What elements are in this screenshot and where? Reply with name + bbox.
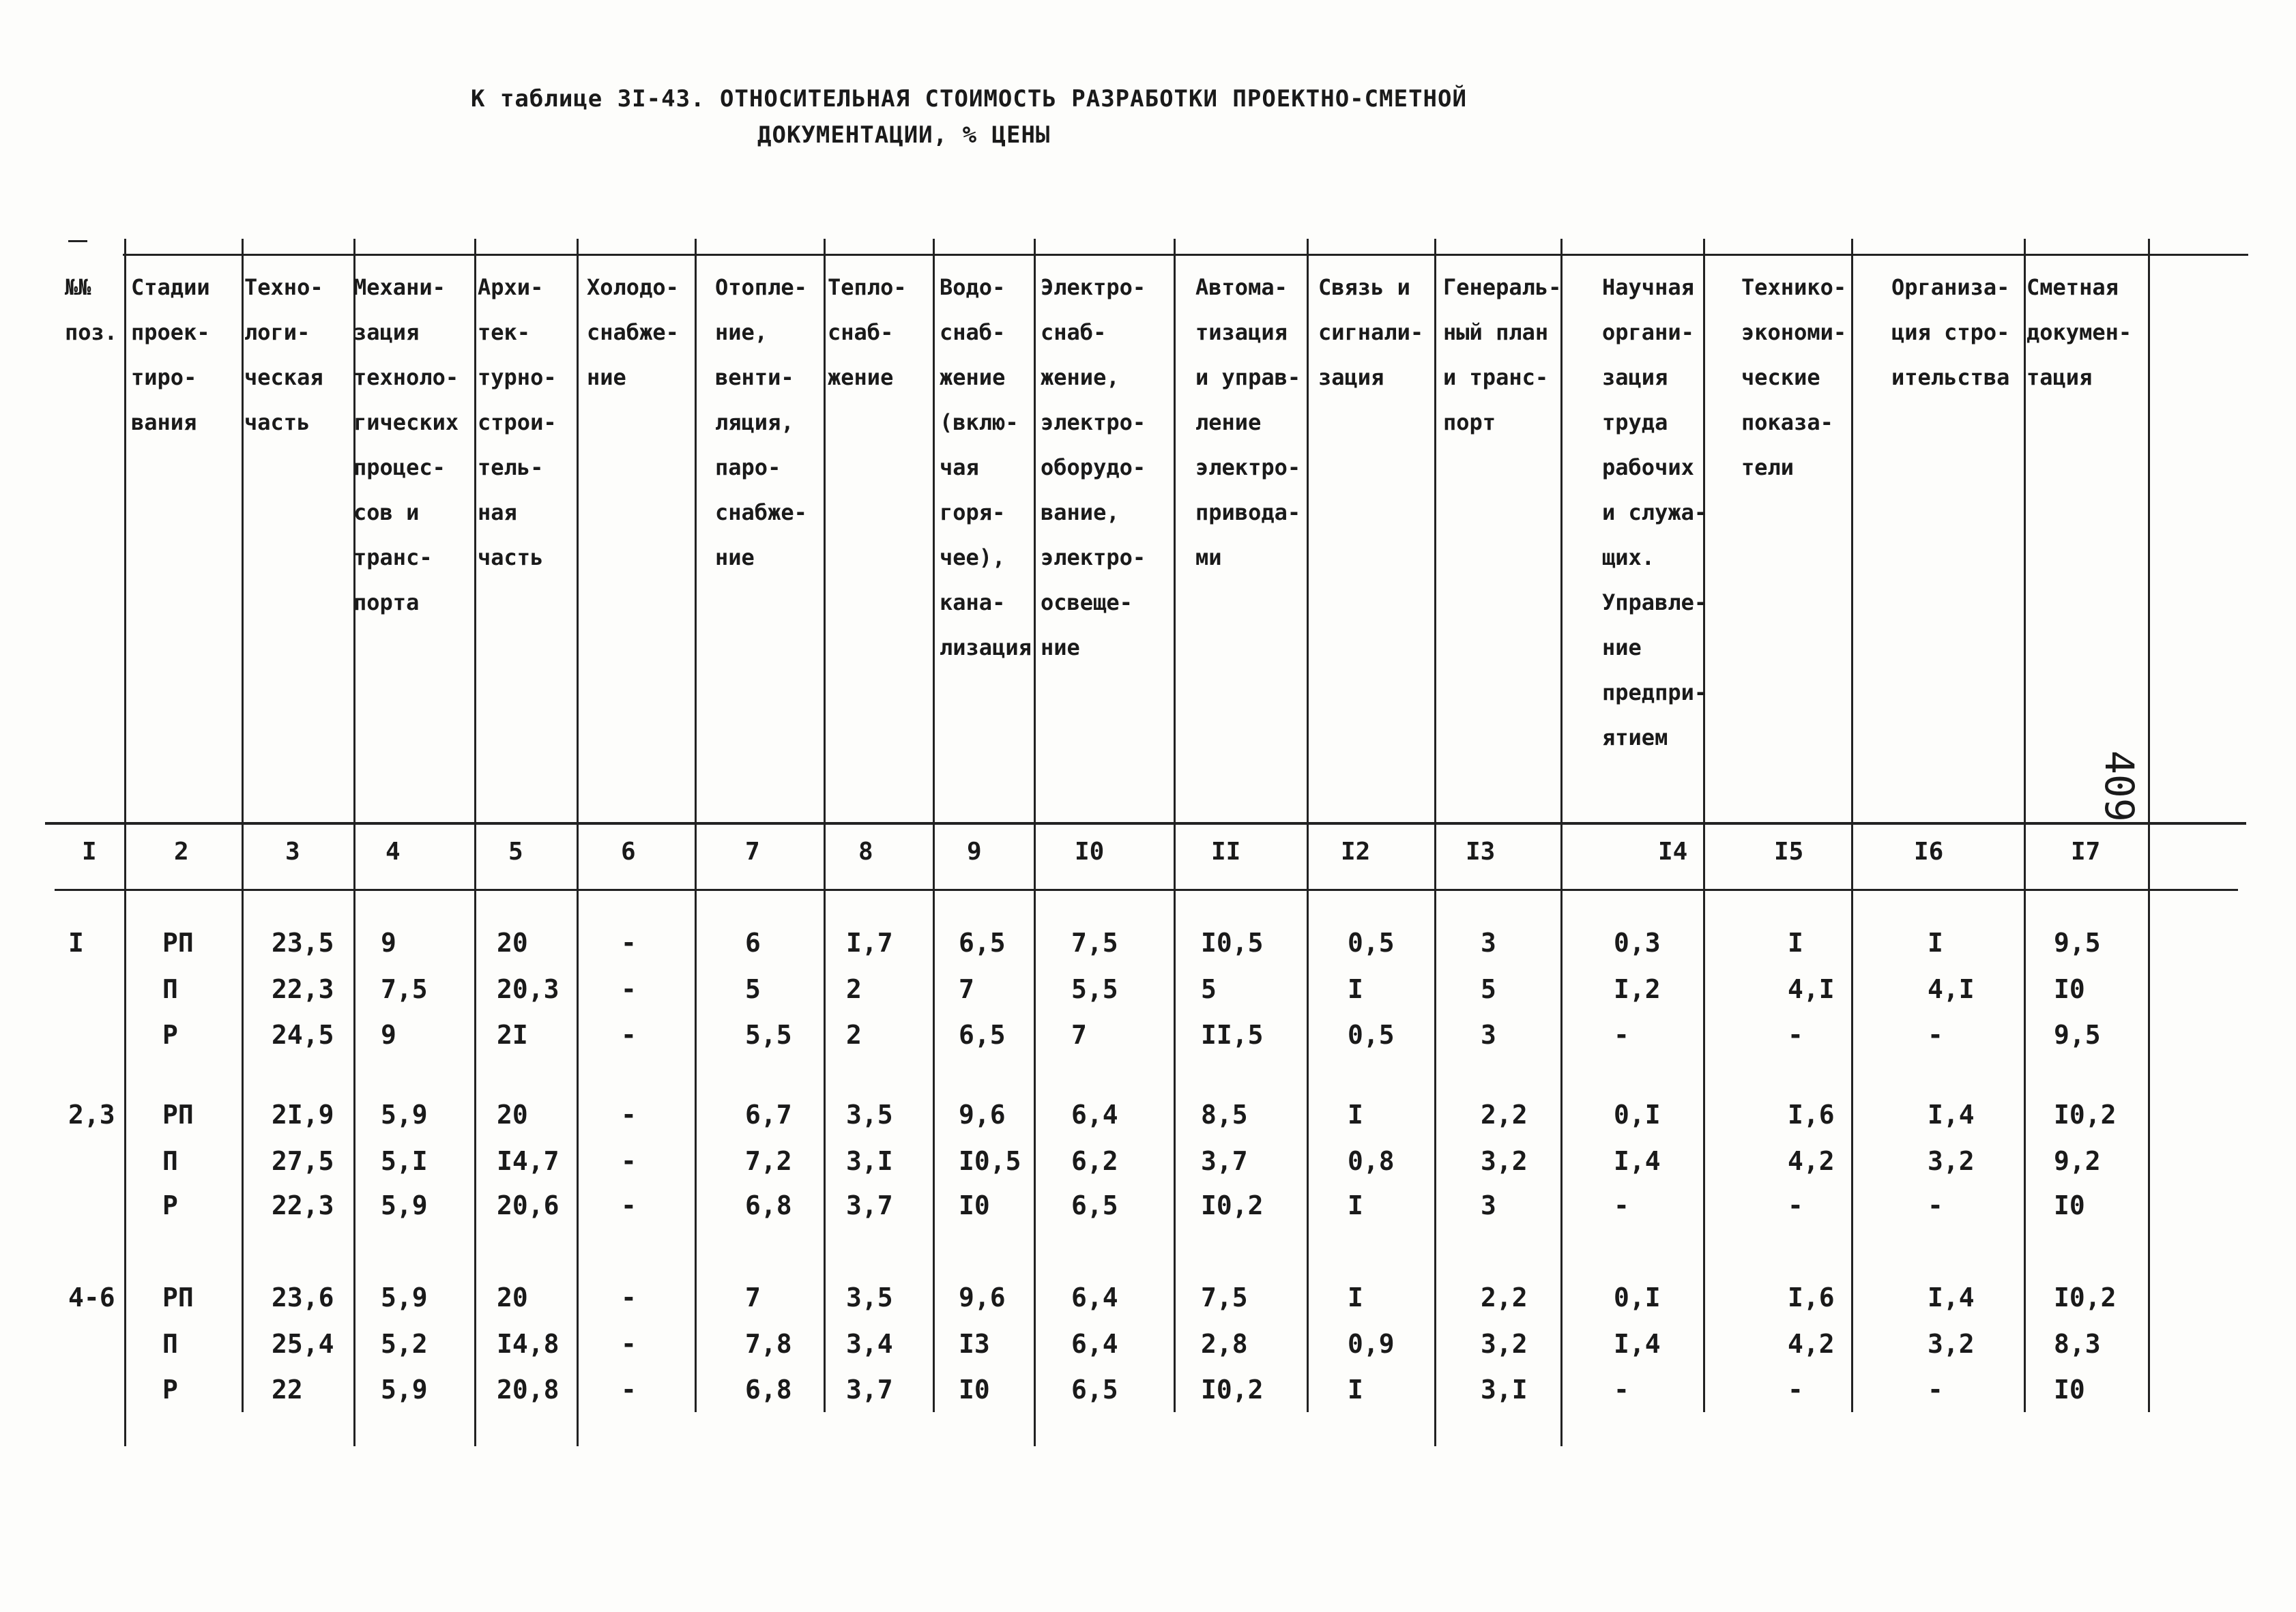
table-cell: 2,3	[68, 1100, 115, 1130]
table-cell: -	[1614, 1020, 1629, 1050]
column-number-10: I0	[1075, 838, 1105, 866]
table-cell: 4-6	[68, 1283, 115, 1313]
table-cell: I	[1788, 928, 1803, 958]
table-cell: -	[1614, 1375, 1629, 1405]
column-header-7: Отопле- ние, венти- ляция, паро- снабже- ние	[715, 274, 807, 570]
column-number-12: I2	[1341, 838, 1371, 866]
table-cell: 5,2	[381, 1329, 428, 1359]
column-separator-9	[1034, 239, 1036, 1446]
table-cell: I0	[959, 1190, 990, 1220]
table-cell: 5,5	[1071, 974, 1118, 1004]
table-cell: I	[1928, 928, 1943, 958]
table-cell: -	[621, 1020, 637, 1050]
table-cell: I0,5	[959, 1146, 1021, 1176]
table-cell: 5,5	[745, 1020, 792, 1050]
table-cell: 0,I	[1614, 1283, 1661, 1313]
column-header-6: Холодо- снабже- ние	[587, 274, 679, 390]
page-number: 409	[2096, 750, 2142, 822]
table-cell: 0,I	[1614, 1100, 1661, 1130]
table-cell: 9	[381, 928, 396, 958]
table-cell: 20,8	[497, 1375, 560, 1405]
table-cell: 6,7	[745, 1100, 792, 1130]
table-cell: I,2	[1614, 974, 1661, 1004]
column-separator-11	[1307, 239, 1309, 1412]
table-cell: 5,9	[381, 1190, 428, 1220]
table-cell: I,4	[1928, 1100, 1975, 1130]
table-cell: 20	[497, 1100, 528, 1130]
column-number-4: 4	[386, 838, 401, 866]
table-cell: 4,I	[1788, 974, 1835, 1004]
table-cell: 3,7	[846, 1375, 893, 1405]
table-cell: Р	[162, 1190, 178, 1220]
table-cell: 7	[959, 974, 974, 1004]
column-number-1: I	[82, 838, 97, 866]
column-separator-2	[242, 239, 244, 1412]
table-cell: 9,6	[959, 1100, 1006, 1130]
table-cell: -	[621, 1100, 637, 1130]
table-cell: 3,5	[846, 1283, 893, 1313]
table-cell: -	[1788, 1375, 1803, 1405]
table-cell: П	[162, 1146, 178, 1176]
column-number-17: I7	[2071, 838, 2101, 866]
table-cell: 2	[846, 1020, 862, 1050]
table-cell: 7,2	[745, 1146, 792, 1176]
header-bottom-rule	[45, 822, 2246, 825]
table-cell: 5,I	[381, 1146, 428, 1176]
table-cell: 9	[381, 1020, 396, 1050]
table-cell: I0	[2054, 1190, 2085, 1220]
table-cell: 2,8	[1201, 1329, 1248, 1359]
table-cell: РП	[162, 1100, 194, 1130]
table-cell: 3,7	[1201, 1146, 1248, 1176]
table-cell: 3,I	[846, 1146, 893, 1176]
table-cell: 20	[497, 1283, 528, 1313]
table-cell: Р	[162, 1020, 178, 1050]
column-number-11: II	[1211, 838, 1241, 866]
table-cell: 2I	[497, 1020, 528, 1050]
table-cell: I,4	[1614, 1146, 1661, 1176]
table-cell: I,4	[1614, 1329, 1661, 1359]
table-cell: 7,8	[745, 1329, 792, 1359]
table-cell: 3	[1481, 928, 1496, 958]
table-cell: I0,2	[1201, 1190, 1264, 1220]
column-header-3: Техно- логи- ческая часть	[244, 274, 323, 435]
table-cell: 3	[1481, 1190, 1496, 1220]
table-cell: -	[621, 1329, 637, 1359]
table-cell: 0,5	[1348, 1020, 1395, 1050]
table-cell: 7	[745, 1283, 761, 1313]
column-separator-15	[1851, 239, 1853, 1412]
table-cell: П	[162, 1329, 178, 1359]
column-number-14: I4	[1658, 838, 1688, 866]
table-cell: 23,5	[272, 928, 334, 958]
column-number-8: 8	[858, 838, 873, 866]
table-cell: П	[162, 974, 178, 1004]
table-cell: 6,8	[745, 1375, 792, 1405]
table-cell: 7,5	[381, 974, 428, 1004]
table-cell: -	[621, 928, 637, 958]
table-cell: I,7	[846, 928, 893, 958]
table-cell: 2,2	[1481, 1100, 1528, 1130]
table-cell: I0,2	[2054, 1100, 2117, 1130]
table-cell: 9,5	[2054, 1020, 2101, 1050]
table-cell: РП	[162, 928, 194, 958]
column-separator-8	[933, 239, 935, 1412]
table-cell: 20	[497, 928, 528, 958]
table-cell: I	[68, 928, 84, 958]
table-cell: 6,4	[1071, 1100, 1118, 1130]
table-cell: 8,5	[1201, 1100, 1248, 1130]
column-separator-10	[1174, 239, 1176, 1412]
table-cell: РП	[162, 1283, 194, 1313]
table-cell: 6,5	[959, 928, 1006, 958]
table-cell: 2I,9	[272, 1100, 334, 1130]
table-cell: 5	[745, 974, 761, 1004]
column-header-10: Электро- снаб- жение, электро- оборудо- вание, электро- освеще- ние	[1041, 274, 1146, 660]
column-separator-4	[474, 239, 476, 1446]
column-header-5: Архи- тек- турно- строи- тель- ная часть	[478, 274, 557, 570]
column-separator-6	[695, 239, 697, 1412]
table-cell: I0,2	[1201, 1375, 1264, 1405]
table-cell: -	[621, 1190, 637, 1220]
table-cell: -	[621, 1146, 637, 1176]
table-cell: 6,8	[745, 1190, 792, 1220]
column-number-16: I6	[1914, 838, 1944, 866]
column-separator-17	[2148, 239, 2150, 1412]
table-cell: 24,5	[272, 1020, 334, 1050]
table-cell: 6,5	[1071, 1375, 1118, 1405]
table-cell: 23,6	[272, 1283, 334, 1313]
table-cell: 6,5	[1071, 1190, 1118, 1220]
table-cell: I0,5	[1201, 928, 1264, 958]
table-cell: Р	[162, 1375, 178, 1405]
table-cell: 22,3	[272, 1190, 334, 1220]
column-header-4: Механи- зация техноло- гических процес- сов и транс- порта	[353, 274, 459, 615]
table-cell: -	[1788, 1020, 1803, 1050]
column-header-14: Научная органи- зация труда рабочих и служа- щих. Управле- ние предпри- ятием	[1602, 274, 1708, 750]
table-title-line-2: ДОКУМЕНТАЦИИ, % ЦЕНЫ	[757, 121, 1051, 149]
table-cell: -	[621, 974, 637, 1004]
table-cell: 3,2	[1928, 1146, 1975, 1176]
table-cell: -	[1928, 1190, 1943, 1220]
table-cell: 22	[272, 1375, 303, 1405]
column-separator-16	[2024, 239, 2026, 1412]
table-cell: I3	[959, 1329, 990, 1359]
table-cell: I0,2	[2054, 1283, 2117, 1313]
table-cell: 0,9	[1348, 1329, 1395, 1359]
table-cell: -	[1928, 1020, 1943, 1050]
table-cell: 2	[846, 974, 862, 1004]
table-cell: 20,3	[497, 974, 560, 1004]
table-cell: -	[621, 1375, 637, 1405]
table-cell: 5	[1481, 974, 1496, 1004]
table-cell: I4,7	[497, 1146, 560, 1176]
column-header-13: Генераль- ный план и транс- порт	[1443, 274, 1562, 435]
table-cell: 6,4	[1071, 1283, 1118, 1313]
column-header-2: Стадии проек- тиро- вания	[131, 274, 210, 435]
column-header-17: Сметная докумен- тация	[2026, 274, 2132, 390]
table-cell: I	[1348, 974, 1363, 1004]
table-cell: 3,7	[846, 1190, 893, 1220]
table-cell: 25,4	[272, 1329, 334, 1359]
table-cell: 3,5	[846, 1100, 893, 1130]
table-cell: 9,2	[2054, 1146, 2101, 1176]
table-cell: I4,8	[497, 1329, 560, 1359]
column-header-12: Связь и сигнали- зация	[1318, 274, 1424, 390]
table-cell: -	[1928, 1375, 1943, 1405]
table-cell: I0	[2054, 1375, 2085, 1405]
table-cell: I	[1348, 1190, 1363, 1220]
table-cell: 7,5	[1201, 1283, 1248, 1313]
table-title-line-1: К таблице 3I-43. ОТНОСИТЕЛЬНАЯ СТОИМОСТЬ РАЗРАБОТКИ ПРОЕКТНО-СМЕТНОЙ	[471, 85, 1467, 113]
table-cell: I	[1348, 1375, 1363, 1405]
table-cell: 4,I	[1928, 974, 1975, 1004]
table-cell: 5	[1201, 974, 1217, 1004]
table-cell: 6,2	[1071, 1146, 1118, 1176]
column-numbers-rule	[55, 889, 2238, 891]
column-header-11: Автома- тизация и управ- ление электро- привода- ми	[1195, 274, 1301, 570]
table-cell: 0,8	[1348, 1146, 1395, 1176]
column-header-9: Водо- снаб- жение (вклю- чая горя- чее), кана- лизация	[940, 274, 1032, 660]
table-cell: 9,6	[959, 1283, 1006, 1313]
table-cell: 2,2	[1481, 1283, 1528, 1313]
table-cell: I	[1348, 1100, 1363, 1130]
header-top-rule	[123, 254, 2248, 256]
table-cell: 8,3	[2054, 1329, 2101, 1359]
table-cell: 6,4	[1071, 1329, 1118, 1359]
table-cell: 27,5	[272, 1146, 334, 1176]
column-number-7: 7	[745, 838, 760, 866]
table-cell: I,4	[1928, 1283, 1975, 1313]
table-cell: I0	[959, 1375, 990, 1405]
column-header-16: Организа- ция стро- ительства	[1891, 274, 2010, 390]
column-number-5: 5	[508, 838, 523, 866]
column-number-13: I3	[1466, 838, 1496, 866]
column-separator-12	[1434, 239, 1436, 1446]
table-cell: I0	[2054, 974, 2085, 1004]
table-cell: 22,3	[272, 974, 334, 1004]
short-top-tick	[68, 240, 87, 242]
table-cell: 6,5	[959, 1020, 1006, 1050]
table-cell: 3,I	[1481, 1375, 1528, 1405]
table-cell: 5,9	[381, 1100, 428, 1130]
table-cell: I,6	[1788, 1100, 1835, 1130]
column-separator-5	[577, 239, 579, 1446]
table-cell: 4,2	[1788, 1329, 1835, 1359]
table-cell: 6	[745, 928, 761, 958]
column-number-15: I5	[1774, 838, 1804, 866]
column-number-3: 3	[285, 838, 300, 866]
column-number-2: 2	[174, 838, 189, 866]
table-cell: 3,2	[1928, 1329, 1975, 1359]
table-cell: 0,5	[1348, 928, 1395, 958]
table-cell: 3,2	[1481, 1146, 1528, 1176]
table-cell: 5,9	[381, 1283, 428, 1313]
table-cell: I,6	[1788, 1283, 1835, 1313]
table-cell: -	[621, 1283, 637, 1313]
table-cell: 0,3	[1614, 928, 1661, 958]
table-cell: 5,9	[381, 1375, 428, 1405]
table-cell: 7	[1071, 1020, 1087, 1050]
table-cell: 3,2	[1481, 1329, 1528, 1359]
table-cell: 4,2	[1788, 1146, 1835, 1176]
table-cell: -	[1788, 1190, 1803, 1220]
column-separator-1	[124, 239, 126, 1446]
column-number-6: 6	[621, 838, 636, 866]
column-separator-7	[824, 239, 826, 1412]
table-cell: -	[1614, 1190, 1629, 1220]
column-header-1: №№ поз.	[65, 274, 118, 345]
table-cell: 20,6	[497, 1190, 560, 1220]
column-number-9: 9	[967, 838, 982, 866]
table-cell: 3,4	[846, 1329, 893, 1359]
table-cell: II,5	[1201, 1020, 1264, 1050]
column-header-15: Технико- экономи- ческие показа- тели	[1741, 274, 1847, 480]
table-cell: 9,5	[2054, 928, 2101, 958]
table-cell: 7,5	[1071, 928, 1118, 958]
column-header-8: Тепло- снаб- жение	[828, 274, 907, 390]
table-cell: 3	[1481, 1020, 1496, 1050]
table-cell: I	[1348, 1283, 1363, 1313]
